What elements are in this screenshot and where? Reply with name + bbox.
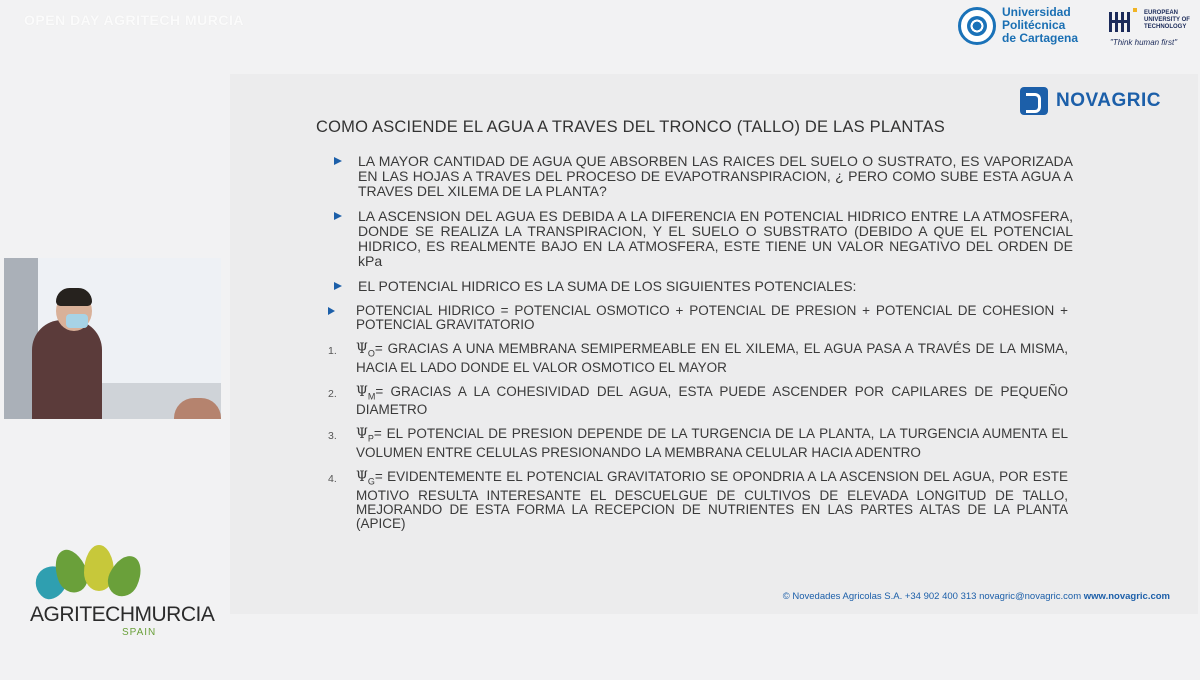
presentation-slide [230, 74, 1198, 614]
upct-name-line1: Universidad [1002, 5, 1071, 19]
upct-name-line2: Politécnica [1002, 18, 1066, 32]
webcam-audience-head [174, 398, 221, 419]
upct-logo [958, 6, 1078, 45]
psi-subscript: O [367, 348, 375, 359]
formula-text: POTENCIAL HIDRICO = POTENCIAL OSMOTICO + POTENCIAL DE PRESION + POTENCIAL DE COHESION + POTENCIAL GRAVITATORIO [356, 303, 1068, 332]
upct-emblem-icon [958, 7, 996, 45]
bullet-item [328, 154, 1073, 199]
item-text: = EL POTENCIAL DE PRESION DEPENDE DE LA TURGENCIA DE LA PLANTA, LA TURGENCIA AUMENTA EL VOLUMEN ENTRE CELULAS PRESIONANDO LA MEMBRANA CELULAR HACIA ADENTRO [356, 426, 1068, 461]
webcam-feed [4, 258, 221, 419]
slide-bullets [328, 154, 1073, 541]
eut-name-line1: EUROPEAN [1144, 10, 1179, 16]
bullet-text: LA ASCENSION DEL AGUA ES DEBIDA A LA DIFERENCIA EN POTENCIAL HIDRICO ENTRE LA ATMOSFERA, DONDE SE REALIZA LA TRANSPIRACION, Y EL SUELO O SUBSTRATO (DEBIDO A QUE EL POTENCIAL HIDRICO, ES REALMENTE BAJO EN LA ATMOSFERA, ESTE TIENE UN VALOR NEGATIVO DEL ORDEN DE kPa [358, 208, 1073, 269]
psi-symbol: Ψ [356, 426, 368, 443]
sub-bullet-formula [298, 304, 1068, 332]
bullet-item [328, 279, 1073, 294]
bullet-arrow-icon [334, 212, 342, 220]
agritech-country: SPAIN [122, 627, 157, 638]
presenter-hair [56, 288, 92, 306]
psi-subscript: G [367, 476, 375, 487]
item-text: = EVIDENTEMENTE EL POTENCIAL GRAVITATORIO SE OPONDRIA A LA ASCENSION DEL AGUA, POR ESTE MOTIVO RESULTA INTERESANTE EL DESCUELGUE DE CULTIVOS DE ELEVADA LONGITUD DE TALLO, MEJORANDO DE ESTA FORMA LA RECEPCION DE NUTRIENTES EN LAS PARTES ALTAS DE LA PLANTA (APICE) [356, 469, 1068, 531]
item-number: 2. [328, 387, 337, 400]
sub-arrow-icon [328, 307, 335, 315]
agritech-name: AGRITECHMURCIA [30, 603, 215, 626]
bullet-item [328, 209, 1073, 269]
numbered-item [298, 342, 1068, 375]
numbered-item [298, 470, 1068, 531]
agritech-logo [28, 545, 215, 645]
item-text: = GRACIAS A UNA MEMBRANA SEMIPERMEABLE EN EL XILEMA, EL AGUA PASA A TRAVÉS DE LA MISMA, HACIA EL LADO DONDE EL VALOR OSMOTICO EL MAYOR [356, 341, 1068, 375]
footer-website: www.novagric.com [1083, 591, 1170, 602]
psi-symbol: Ψ [356, 469, 368, 486]
novagric-mark-icon [1020, 87, 1048, 115]
bullet-text: LA MAYOR CANTIDAD DE AGUA QUE ABSORBEN LAS RAICES DEL SUELO O SUSTRATO, ES VAPORIZADA EN LAS HOJAS A TRAVES DEL PROCESO DE EVAPOTRANSPIRACION, ¿ PERO COMO SUBE ESTA AGUA A TRAVES DEL XILEMA DE LA PLANTA? [358, 153, 1073, 199]
psi-symbol: Ψ [356, 383, 368, 400]
slide-title: COMO ASCIENDE EL AGUA A TRAVES DEL TRONCO (TALLO) DE LAS PLANTAS [316, 118, 945, 136]
item-text: = GRACIAS A LA COHESIVIDAD DEL AGUA, ESTA PUEDE ASCENDER POR CAPILARES DE PEQUEÑO DIAMETRO [356, 383, 1068, 418]
presenter-body [32, 320, 102, 419]
eut-name-line2: UNIVERSITY OF [1144, 17, 1190, 23]
psi-symbol: Ψ [356, 341, 368, 357]
eut-mark-icon [1108, 8, 1138, 34]
bullet-text: EL POTENCIAL HIDRICO ES LA SUMA DE LOS SIGUIENTES POTENCIALES: [358, 278, 857, 294]
eut-name-line3: TECHNOLOGY [1144, 24, 1187, 30]
novagric-brand: NOVAGRIC [1056, 90, 1161, 111]
novagric-logo [1020, 87, 1161, 115]
psi-subscript: M [367, 391, 376, 402]
numbered-item [298, 385, 1068, 418]
item-number: 3. [328, 430, 337, 443]
presenter-mask [66, 314, 88, 328]
numbered-item [298, 427, 1068, 460]
eut-tagline: "Think human first" [1110, 38, 1178, 47]
slide-footer [783, 591, 1170, 602]
bullet-arrow-icon [334, 282, 342, 290]
header-title: OPEN DAY AGRITECH MURCIA [24, 12, 244, 28]
footer-contact: © Novedades Agricolas S.A. +34 902 400 313 novagric@novagric.com [782, 591, 1082, 602]
item-number: 4. [328, 473, 337, 486]
item-number: 1. [328, 345, 337, 357]
bullet-arrow-icon [334, 157, 342, 165]
upct-name-line3: de Cartagena [1002, 31, 1079, 45]
psi-subscript: P [367, 434, 374, 445]
